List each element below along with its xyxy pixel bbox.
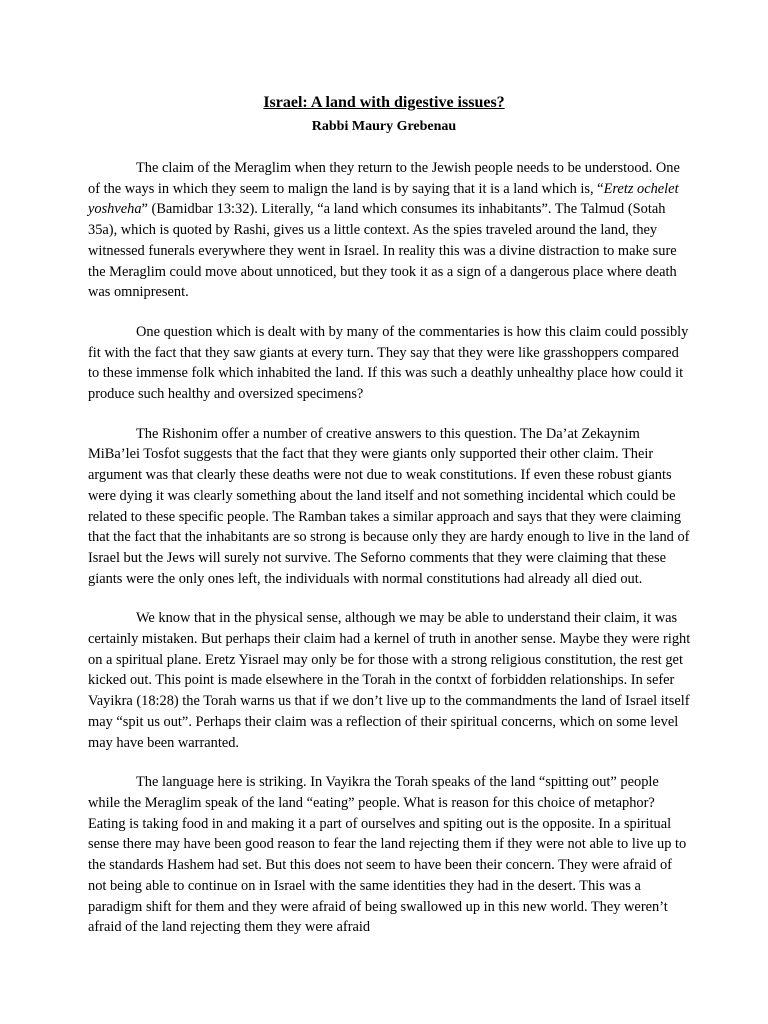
paragraph-2: One question which is dealt with by many of the commentaries is how this claim could possibly fit with the fact that they saw giants at every turn. They say that they were like grasshoppers compared to these immense folk which inhabited the land. If this was such a deathly unhealthy place how could it produce such healthy and oversized specimens?	[88, 323, 689, 403]
paragraph-3: The Rishonim offer a number of creative answers to this question. The Da’at Zekaynim MiBa’lei Tosfot suggests that the fact that they were giants only supported their other claim. Their argument was that clearly these deaths were not due to weak constitutions. If even these robust giants were dying it was clearly something about the land itself and not something incidental which could be related to these specific people. The Ramban takes a similar approach and says that they were claiming that the fact that the inhabitants are so strong is because only they are hardy enough to live in the land of Israel but the Jews will surely not survive. The Seforno comments that they were claiming that these giants were the only ones left, the individuals with normal constitutions had already all died out.	[88, 425, 690, 587]
paragraph-1-text-before: The claim of the Meraglim when they return to the Jewish people needs to be understood. One of the ways in which they seem to malign the land is by saying that it is a land which is, “	[88, 160, 680, 197]
document-author: Rabbi Maury Grebenau	[311, 119, 457, 134]
paragraph-1-text-after: ” (Bamidbar 13:32). Literally, “a land which consumes its inhabitants”. The Talmud (Sotah 35a), which is quoted by Rashi, gives us a little context. As the spies traveled around the land, they witnessed funerals everywhere they went in Israel. In reality this was a divine distraction to make sure the Meraglim could move about unnoticed, but they took it as a sign of a dangerous place where death was omnipresent.	[88, 201, 677, 301]
document-body	[88, 158, 691, 957]
paragraph-1-emphasis: Eretz ochelet yoshveha	[88, 180, 679, 218]
document-title: Israel: A land with digestive issues?	[263, 94, 505, 111]
paragraph-5: The language here is striking. In Vayikra the Torah speaks of the land “spitting out” people while the Meraglim speak of the land “eating” people. What is reason for this choice of metaphor? Eating is taking food in and making it a part of ourselves and spiting out is the opposite. In a spiritual sense there may have been good reason to fear the land rejecting them if they were not able to live up to the standards Hashem had set. But this does not seem to have been their concern. They were afraid of not being able to continue on in Israel with the same identities they had in the desert. This was a paradigm shift for them and they were afraid of being swallowed up in this new world. They weren’t afraid of the land rejecting them they were afraid	[88, 774, 687, 936]
paragraph-1	[88, 158, 691, 303]
paragraph-4: We know that in the physical sense, although we may be able to understand their claim, it was certainly mistaken. But perhaps their claim had a kernel of truth in another sense. Maybe they were right on a spiritual plane. Eretz Yisrael may only be for those with a strong religious constitution, the rest get kicked out. This point is made elsewhere in the Torah in the contxt of forbidden relationships. In sefer Vayikra (18:28) the Torah warns us that if we don’t live up to the commandments the land of Israel itself may “spit us out”. Perhaps their claim was a reflection of their spiritual concerns, which on some level may have been warranted.	[88, 610, 691, 751]
